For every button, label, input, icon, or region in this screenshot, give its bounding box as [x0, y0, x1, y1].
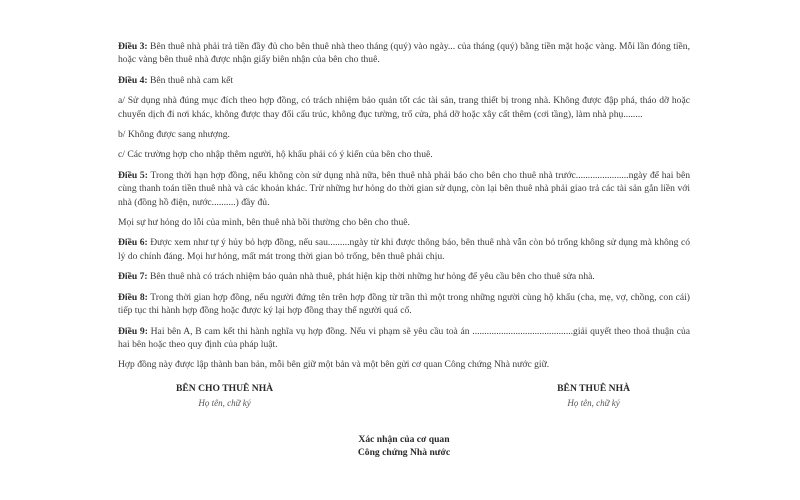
article-3-label: Điều 3: [118, 41, 148, 52]
signature-row [118, 382, 690, 411]
signature-lessee-title: BÊN THUÊ NHÀ [557, 382, 630, 394]
notary-confirmation-line2: Công chứng Nhà nước [357, 446, 451, 458]
article-4-item-b: b/ Không được sang nhượng. [118, 129, 230, 141]
article-3 [118, 40, 690, 67]
article-4-text: Bên thuê nhà cam kết [147, 74, 234, 86]
article-4-item-a: a/ Sử dụng nhà đúng mục đích theo hợp đồng, có trách nhiệm bảo quản tốt các tài sản, trang thiết bị trong nhà. Không được đập phá, tháo dỡ hoặc chuyển dịch đi nơi khác, không được thay đổi cấu trúc, không đục tường, trổ cửa, phá dỡ hoặc xây cất thêm (cơi tầng), làm nhà phụ........ [118, 95, 690, 120]
signature-lessee [557, 382, 630, 411]
signature-lessor [176, 382, 273, 411]
article-4-item-c: c/ Các trường hợp cho nhập thêm người, hộ khẩu phải có ý kiến của bên cho thuê. [118, 149, 433, 161]
article-5-label: Điều 5: [118, 169, 148, 181]
article-4-label: Điều 4: [118, 74, 148, 86]
article-5 [118, 169, 690, 209]
article-7-label: Điều 7: [118, 271, 148, 283]
signature-lessor-note: Họ tên, chữ ký [198, 398, 251, 409]
signature-lessor-title: BÊN CHO THUÊ NHÀ [176, 382, 274, 394]
article-3-text: Bên thuê nhà phải trả tiền đầy đủ cho bên thuê nhà theo tháng (quý) vào ngày... của tháng (quý) bằng tiền mặt hoặc vàng. Mỗi lần đóng tiền, hoặc vàng bên thuê nhà được nhận giấy biên nhận của bên cho thuê. [118, 41, 691, 66]
article-6 [118, 236, 690, 263]
article-8-label: Điều 8: [118, 291, 148, 303]
article-5-text: Trong thời hạn hợp đồng, nếu không còn sử dụng nhà nữa, bên thuê nhà phải báo cho bên cho thuê nhà trước......................ngày để hai bên cùng thanh toán tiền thuê nhà và các khoản khác. Trừ những hư hỏng do thời gian sử dụng, còn lại bên thuê nhà phải giao trả các tài sản gắn liền với nhà (đồng hồ điện, nước..........) đầy đủ. [118, 169, 690, 208]
article-7 [118, 270, 690, 283]
notary-confirmation [118, 433, 690, 459]
closing-paragraph: Hợp đồng này được lập thành ban bản, mỗi bên giữ một bản và một bên gửi cơ quan Công chứng Nhà nước giữ. [118, 359, 550, 371]
article-9-text: Hai bên A, B cam kết thi hành nghĩa vụ hợp đồng. Nếu vi phạm sẽ yêu cầu toà án ..........................................giải quyết theo thoả thuận của hai bên hoặc theo quy định của pháp luật. [118, 325, 691, 350]
article-4 [118, 74, 690, 87]
article-9 [118, 325, 690, 352]
article-9-label: Điều 9: [118, 325, 148, 337]
notary-confirmation-line1: Xác nhận của cơ quan [358, 433, 450, 445]
article-8 [118, 291, 690, 318]
article-8-text: Trong thời gian hợp đồng, nếu người đứng tên trên hợp đồng từ trần thì một trong những người cùng hộ khẩu (cha, mẹ, vợ, chồng, con cái) tiếp tục thi hành hợp đồng hoặc được ký lại hợp đồng thay thế người quá cố. [118, 291, 690, 317]
article-6-label: Điều 6: [118, 237, 148, 249]
article-5-extra: Mọi sự hư hỏng do lỗi của mình, bên thuê nhà bồi thường cho bên cho thuê. [118, 217, 410, 229]
article-7-text: Bên thuê nhà có trách nhiệm bảo quản nhà thuê, phát hiện kịp thời những hư hỏng để yêu cầu bên cho thuê sửa nhà. [147, 271, 595, 283]
signature-lessee-note: Họ tên, chữ ký [567, 398, 620, 409]
article-6-text: Được xem như tự ý hủy bỏ hợp đồng, nếu sau.........ngày từ khi được thông báo, bên thuê nhà vẫn còn bỏ trống không sử dụng mà không có lý do chính đáng. Mọi hư hỏng, mất mát trong thời gian bỏ trống, bên thuê phải chịu. [118, 237, 690, 262]
